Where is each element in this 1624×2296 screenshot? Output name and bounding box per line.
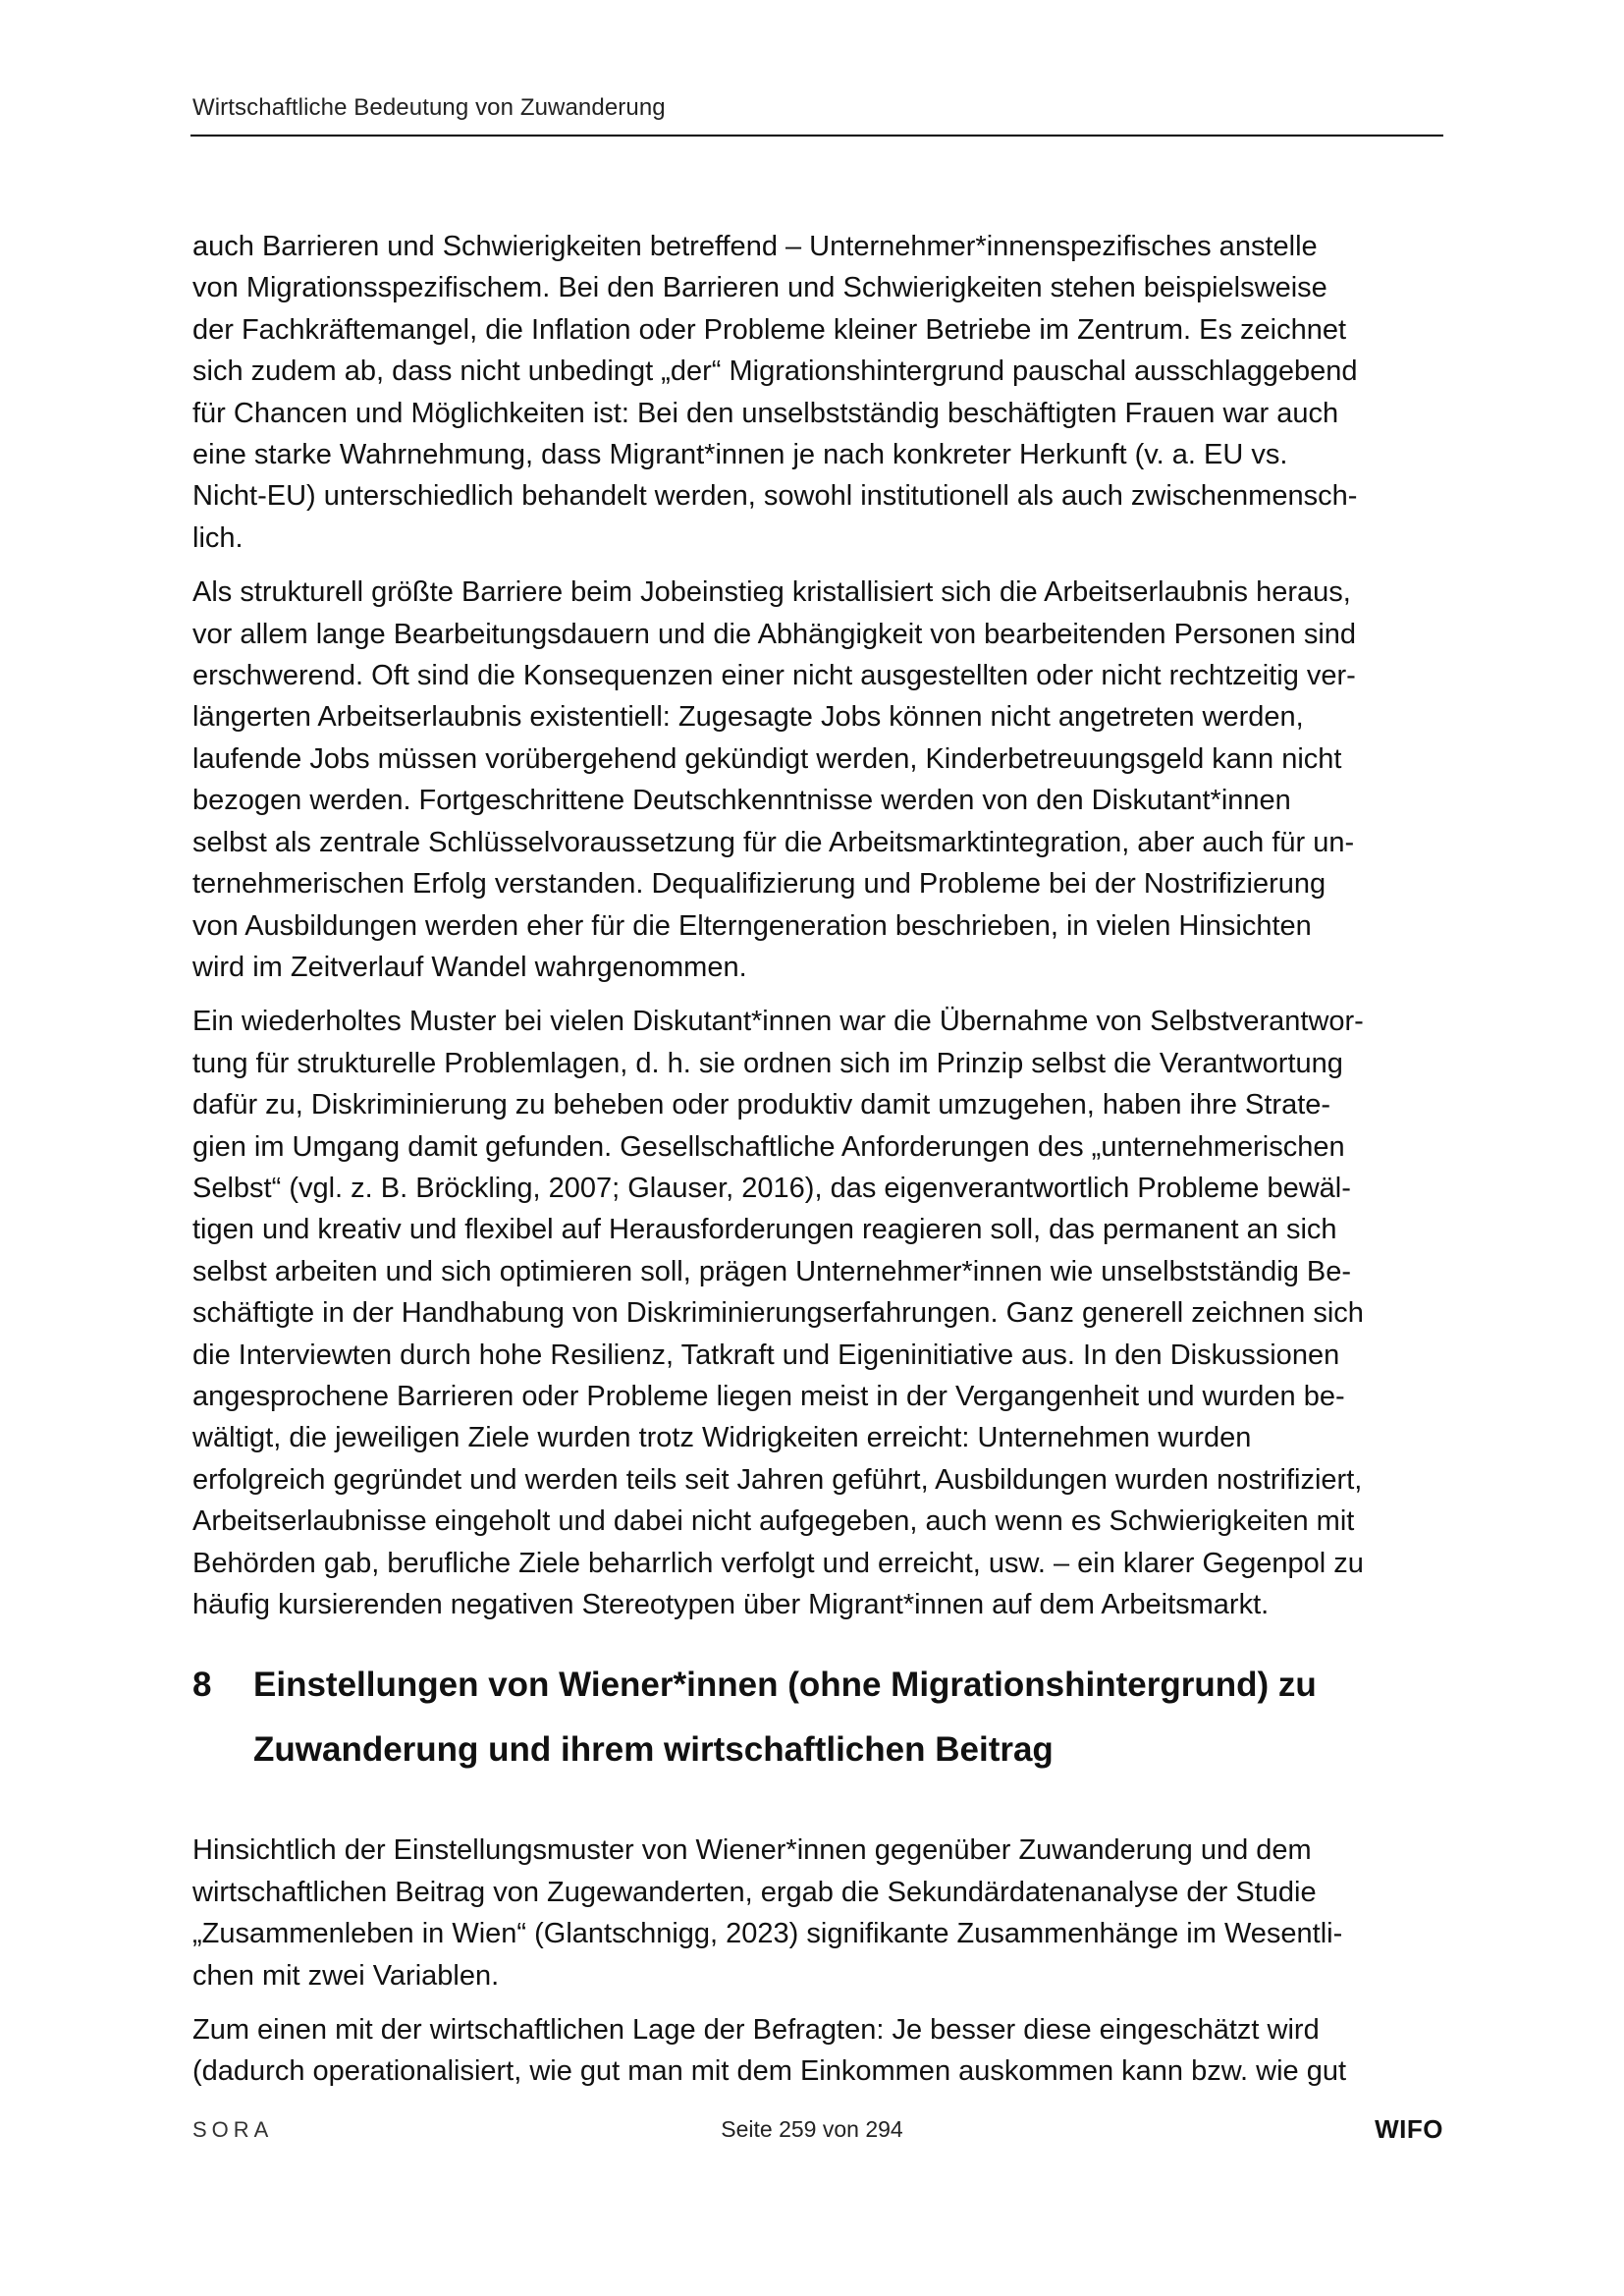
page-number: Seite 259 von 294 [721,2116,903,2142]
header-divider [190,135,1443,137]
running-header-title: Wirtschaftliche Bedeutung von Zuwanderung [192,94,666,121]
body-paragraph-5: Zum einen mit der wirtschaftlichen Lage der Befragten: Je besser diese eingeschätzt wird (dadurch operationalisiert, wie gut man mit dem Einkommen auskommen kann bzw. wie gut [192,2014,1347,2088]
body-paragraph-4: Hinsichtlich der Einstellungsmuster von Wiener*innen gegenüber Zuwanderung und dem wirtschaftlichen Beitrag von Zugewanderten, ergab die Sekundärdatenanalyse der Studie „Zusammenleben in Wien“ (Glantschnigg, 2023) signifikante Zusammenhänge im Wesentli- chen mit zwei Variablen. [192,1834,1343,1992]
section-title: Einstellungen von Wiener*innen (ohne Migrationshintergrund) zu Zuwanderung und ihrem wirtschaftlichen Beitrag [253,1666,1317,1770]
section-heading [192,1653,1445,1782]
body-paragraph-1: auch Barrieren und Schwierigkeiten betreffend – Unternehmer*innenspezifisches anstelle von Migrationsspezifischem. Bei den Barrieren und Schwierigkeiten stehen beispielsweise der Fachkräftemangel, die Inflation oder Probleme kleiner Betriebe im Zentrum. Es zeichnet sich zudem ab, dass nicht unbedingt „der“ Migrationshintergrund pauschal ausschlaggebend für Chancen und Möglichkeiten ist: Bei den unselbstständig beschäftigten Frauen war auch eine starke Wahrnehmung, dass Migrant*innen je nach konkreter Herkunft (v. a. EU vs. Nicht-EU) unterschiedlich behandelt werden, sowohl institutionell als auch zwischenmensch- lich. [192,231,1358,554]
section-number: 8 [192,1666,212,1705]
body-paragraph-2: Als strukturell größte Barriere beim Jobeinstieg kristallisiert sich die Arbeitserlaubnis heraus, vor allem lange Bearbeitungsdauern und die Abhängigkeit von bearbeitenden Personen sind erschwerend. Oft sind die Konsequenzen einer nicht ausgestellten oder nicht rechtzeitig ver- längerten Arbeitserlaubnis existentiell: Zugesagte Jobs können nicht angetreten werden, laufende Jobs müssen vorübergehend gekündigt werden, Kinderbetreuungsgeld kann nicht bezogen werden. Fortgeschrittene Deutschkenntnisse werden von den Diskutant*innen selbst als zentrale Schlüsselvoraussetzung für die Arbeitsmarktintegration, aber auch für un- ternehmerischen Erfolg verstanden. Dequalifizierung und Probleme bei der Nostrifizierung von Ausbildungen werden eher für die Elterngeneration beschrieben, in vielen Hinsichten wird im Zeitverlauf Wandel wahrgenommen. [192,576,1357,983]
wifo-logo: WIFO [1375,2114,1443,2144]
sora-logo: SORA [192,2117,274,2142]
body-paragraph-3: Ein wiederholtes Muster bei vielen Diskutant*innen war die Übernahme von Selbstverantwor- tung für strukturelle Problemlagen, d. h. sie ordnen sich im Prinzip selbst die Verantwortung dafür zu, Diskriminierung zu beheben oder produktiv damit umzugehen, haben ihre Strate- gien im Umgang damit gefunden. Gesellschaftliche Anforderungen des „unternehmerischen Selbst“ (vgl. z. B. Bröckling, 2007; Glauser, 2016), das eigenverantwortlich Probleme bewäl- tigen und kreativ und flexibel auf Herausforderungen reagieren soll, das permanent an sich selbst arbeiten und sich optimieren soll, prägen Unternehmer*innen wie unselbstständig Be- schäftigte in der Handhabung von Diskriminierungserfahrungen. Ganz generell zeichnen sich die Interviewten durch hohe Resilienz, Tatkraft und Eigeninitiative aus. In den Diskussionen angesprochene Barrieren oder Probleme liegen meist in der Vergangenheit und wurden be- wältigt, die jeweiligen Ziele wurden trotz Widrigkeiten erreicht: Unternehmen wurden erfolgreich gegründet und werden teils seit Jahren geführt, Ausbildungen wurden nostrifiziert, Arbeitserlaubnisse eingeholt und dabei nicht aufgegeben, auch wenn es Schwierigkeiten mit Behörden gab, berufliche Ziele beharrlich verfolgt und erreicht, usw. – ein klarer Gegenpol zu häufig kursierenden negativen Stereotypen über Migrant*innen auf dem Arbeitsmarkt. [192,1006,1364,1620]
page-body [192,226,1445,2105]
